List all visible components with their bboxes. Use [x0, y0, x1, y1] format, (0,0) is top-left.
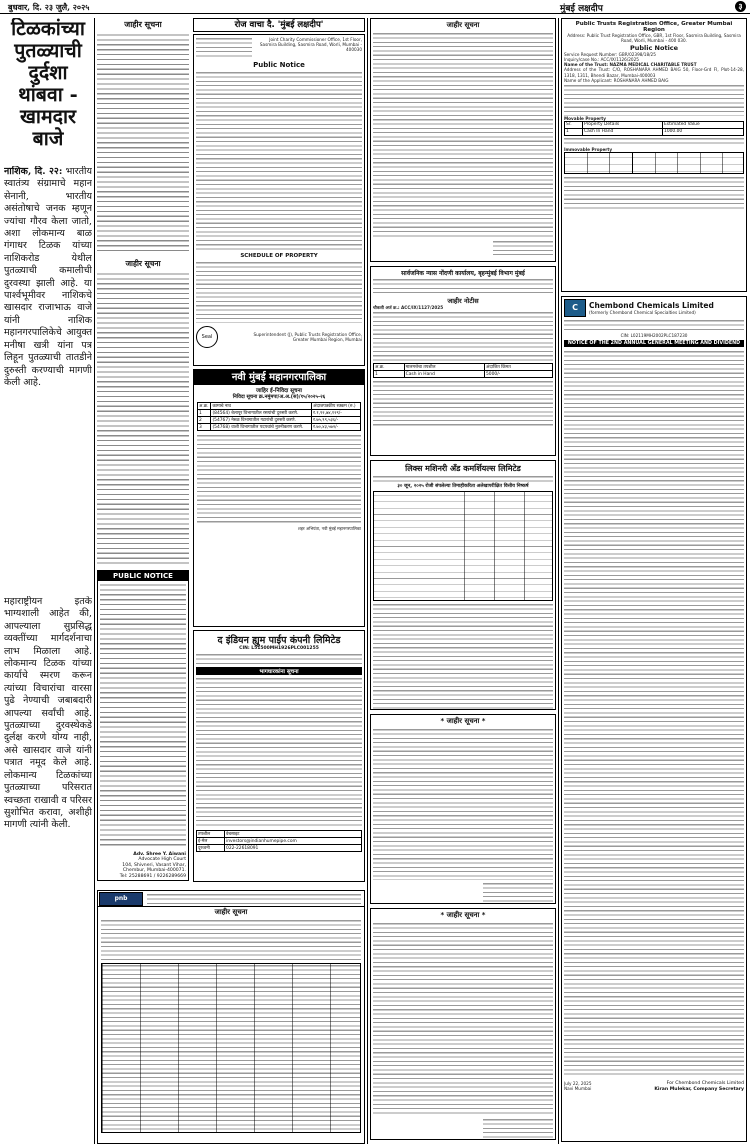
table-row: 1 Cash in Hand 5000/- — [374, 371, 553, 378]
notice-title: जाहीर सूचना — [124, 20, 162, 29]
office-title: Public Trusts Registration Office, Greater Mumbai Region — [575, 21, 733, 33]
limited-title: लिक्स मशिनरी अँड कमर्शियल्स लिमिटेड — [405, 464, 521, 473]
public-notice-text — [100, 583, 186, 849]
table-header: Property Details — [583, 121, 663, 128]
chembond-address — [564, 319, 744, 333]
table-header: Estimated Value — [663, 121, 744, 128]
notice-column-5 — [561, 18, 747, 1144]
limited-subtitle: ३० जून, २०२५ रोजी संपलेल्या तिमाहीकरिता अलेखापरीक्षित वित्तीय निष्कर्ष — [397, 484, 529, 489]
service-request-number: Service Request Number: GBR/02398/18/25 — [564, 52, 656, 58]
applicant-name: Name of the Applicant: ROSHANARA AHMED BAIG — [564, 77, 669, 83]
company-notice-text — [196, 677, 362, 827]
advocate-phone: Tel: 25288691 / 9226289669 — [119, 873, 186, 879]
pnb-notice-title: जाहीर सूचना — [214, 908, 248, 916]
table-header: कामाचे नाव — [211, 403, 312, 410]
article-headline: टिळकांच्या पुतळ्याची दुर्दशा थांबवा - खामदार बाजे — [11, 18, 85, 150]
notice-title-3: * जाहीर सूचना * — [440, 911, 486, 919]
public-notice-text — [196, 71, 362, 251]
notice-column-3 — [193, 18, 365, 886]
dharmadaya-footer-text — [373, 380, 553, 426]
chembond-cin: CIN: L02119MH2002PLC187230 — [620, 333, 688, 338]
immovable-property-table — [564, 152, 744, 174]
pnb-housing-notice — [97, 890, 365, 1144]
nmmc-banner: नवी मुंबई महानगरपालिका — [194, 370, 364, 385]
nmmc-tender-table — [197, 402, 361, 431]
page-number: ३ — [735, 1, 746, 12]
notice-body-text — [564, 84, 744, 116]
limited-notes-text — [373, 603, 553, 710]
tender-conditions-text — [197, 434, 361, 524]
chembond-signoff: For Chembond Chemicals Limited — [666, 1081, 744, 1087]
chembond-logo-icon: C — [564, 299, 586, 317]
dharmadaya-property-table — [373, 363, 553, 378]
table-row: 1 Cash In Hand 1000.00 — [565, 128, 744, 135]
notice-closing-text — [564, 176, 744, 210]
chembond-former-name: (formerly Chembond Chemical Specialties Limited) — [589, 309, 696, 315]
header-date: बुधवार, दि. २३ जुलै, २०२५ — [8, 2, 90, 12]
notice-title: जाहीर सूचना — [446, 21, 480, 29]
company-cin: CIN: L51500MH1926PLC001255 — [239, 646, 319, 651]
public-notice-title: PUBLIC NOTICE — [98, 571, 188, 581]
company-contact-table — [196, 830, 362, 852]
public-notice-title: Public Notice — [629, 44, 679, 53]
office-seal: Seal — [196, 326, 218, 348]
page-header — [0, 0, 750, 14]
office-address: Joint Charity Commissioner Office, 1st Floor, Sasmira Building, Sasmira Road, Worli, Mumbai - 400030 — [259, 37, 362, 53]
table-header: तपशील — [197, 831, 225, 838]
column-divider — [367, 18, 368, 1144]
public-notice-title: Public Notice — [253, 61, 305, 69]
notice-reference — [196, 37, 252, 59]
table-header: वेबसाइट — [225, 831, 362, 838]
table-row: 1 (84564) बेलापूर विभागातील रस्त्यांची दुरुस्ती करणे. र.१,९२,७४,१२९/- — [198, 410, 361, 417]
notice-text-block — [97, 33, 189, 255]
dharmadaya-text — [373, 311, 553, 361]
schedule-title: SCHEDULE OF PROPERTY — [240, 253, 318, 259]
pnb-office-address — [147, 893, 361, 905]
column-divider — [558, 18, 559, 1144]
trust-name: Name of the Trust: NAZMA MEDICAL CHARITABLE TRUST — [564, 62, 697, 68]
schedule-text — [196, 261, 362, 323]
trust-address: Address of the Trust: C/O, ROSHANARA AHMED BAIG 50, Floor-Grd FI, Plot-14-28, 1318, 1311, Bhendi Bazar, Mumbai-400003 — [564, 67, 744, 78]
newspaper-banner: रोज वाचा दै. 'मुंबई लक्षदीप' — [194, 19, 364, 31]
dharmadaya-subtitle: जाहीर नोटीस — [447, 297, 479, 305]
table-header: Sr. — [565, 121, 583, 128]
table-row: दूरध्वनी 022-22618091 — [197, 845, 362, 852]
article-body-continued: महाराष्ट्रीयन इतके भाग्यशाली आहेत की, आपल्याला सुप्रसिद्ध व्यक्तींच्या मार्गदर्शनाचा लाभ मिळाला आहे. लोकमान्य टिळक यांच्या कार्याचे स्मरण करून त्यांच्या विचारांचा वारसा पुढे नेण्याची जबाबदारी आपल्या सर्वांची आहे. पुतळ्याच्या दुरवस्थेकडे दुर्लक्ष करणे योग्य नाही, असे खासदार वाजे यांनी पत्रात नमूद केले आहे. लोकमान्य टिळकांच्या पुतळ्याच्या परिसरात स्वच्छता राखावी व परिसर सुशोभित करावा, अशीही मागणी त्यांनी केली. — [4, 596, 92, 831]
notice-text-block — [373, 32, 553, 238]
notice-signatory — [483, 1118, 553, 1140]
pnb-notice-intro — [101, 919, 361, 961]
office-address: Address: Public Trust Registration Office, GBR, 1st Floor, Sasmira Building, Sasmira Road, Worli, Mumbai - 400 030. — [567, 33, 741, 44]
movable-property-table — [564, 121, 744, 136]
chembond-date: July 22, 2025 — [564, 1081, 592, 1087]
inquiry-number: Inquiry/case No.: ACC/IX/1126/2025 — [564, 57, 639, 63]
chembond-place: Navi Mumbai — [564, 1086, 592, 1092]
chembond-notice-text — [564, 350, 744, 1078]
nmmc-subtitle: जाहिर ई-निविदा सूचना — [256, 388, 302, 394]
pnb-property-table — [101, 963, 361, 1133]
nmmc-signatory: शहर अभियंता, नवी मुंबई महानगरपालिका — [297, 526, 361, 531]
advocate-address: 104, Shivneri, Vasant Vihar, Chembur, Mumbai-400071. — [122, 862, 186, 874]
advocate-role: Advocate High Court — [138, 857, 186, 863]
advocate-name: Adv. Shree Y. Aiwani — [133, 852, 186, 857]
immovable-title: Immovable Property — [564, 146, 613, 152]
table-header: मालमत्तेचा तपशील — [404, 364, 484, 371]
article-column — [4, 18, 92, 1144]
notice-signatory — [493, 240, 553, 258]
header-title: मुंबई लक्षदीप — [560, 4, 603, 14]
article-body: भारतीय स्वातंत्र्य संग्रामाचे महान सेनानी, भारतीय असंतोषाचे जनक म्हणून ज्यांचा गौरव केला जातो, अशा लोकमान्य बाळ गंगाधर टिळक यांच्या नाशिकरोड येथील पुतळ्याची कमालीची दुरवस्था झाली आहे. या पार्श्वभूमीवर नाशिकचे खासदार राजाभाऊ वाजे यांनी नाशिक महानगरपालिकेचे आयुक्त मनीषा खत्री यांना पत्र लिहून पुतळ्याची तातडीने दुरुस्ती करण्याची मागणी केली आहे. — [4, 166, 92, 388]
chembond-signatory: Kiran Mulekar, Company Secretary — [654, 1086, 744, 1092]
company-notice-title: भागधारकांना सूचना — [196, 667, 362, 675]
dharmadaya-title: सार्वजनिक न्यास नोंदणी कार्यालय, बृहन्मुंबई विभाग मुंबई — [401, 270, 525, 277]
table-header: अंदाजित किंमत — [485, 364, 553, 371]
dharmadaya-address — [373, 278, 553, 296]
chembond-notice-title: NOTICE OF THE 2ND ANNUAL GENERAL MEETING AND DIVIDEND — [564, 340, 744, 347]
notice-title-2: जाहीर सूचना — [125, 259, 161, 268]
chembond-name: Chembond Chemicals Limited — [589, 300, 714, 310]
pnb-logo: pnb Housing — [99, 892, 143, 906]
notice-text-block — [373, 922, 553, 1116]
notice-text-block — [373, 728, 553, 880]
company-name: द इंडियन ह्युम पाईप कंपनी लिमिटेड — [217, 635, 341, 646]
column-divider — [94, 18, 95, 1144]
signatory: Superintendent (J), Public Trusts Registration Office, Greater Mumbai Region, Mumbai — [253, 331, 362, 342]
table-row: ई-मेल investors@indianhumepipe.com — [197, 838, 362, 845]
company-address — [196, 653, 362, 665]
table-header: अ.क्र. — [374, 364, 405, 371]
notice-text-block — [97, 272, 189, 566]
notice-title-2: * जाहीर सूचना * — [440, 717, 486, 725]
article-dateline: नाशिक, दि. २२: — [4, 166, 63, 177]
limited-address — [373, 475, 553, 483]
table-header: अ.क्र. — [198, 403, 211, 410]
movable-title: Movable Property — [564, 115, 606, 121]
movable-value-text — [564, 137, 744, 147]
table-row: 2 (54767) नेरुळ विभागातील गटारांची दुरुस्ती करणे. र.७५,९९,५३६/- — [198, 417, 361, 424]
table-header: अंदाजपत्रकीय रक्कम (रु.) — [312, 403, 361, 410]
notice-signatory — [483, 882, 553, 904]
nmmc-notice-number: निविदा सूचना क्र.नमुंमपा/अ.अ.(स)/१५/२०२५-२६ — [232, 394, 326, 400]
notice-column-4 — [370, 18, 556, 1144]
limited-results-table — [373, 491, 553, 601]
table-row: 3 (54768) वाशी विभागातील पदपथांचे नुतनीकरण करणे. र.७०,४३,५७२/- — [198, 424, 361, 431]
dharmadaya-case: चौकशी अर्ज क्र.: ACC/IX/1127/2025 — [373, 305, 444, 310]
notice-column-2 — [97, 18, 189, 886]
